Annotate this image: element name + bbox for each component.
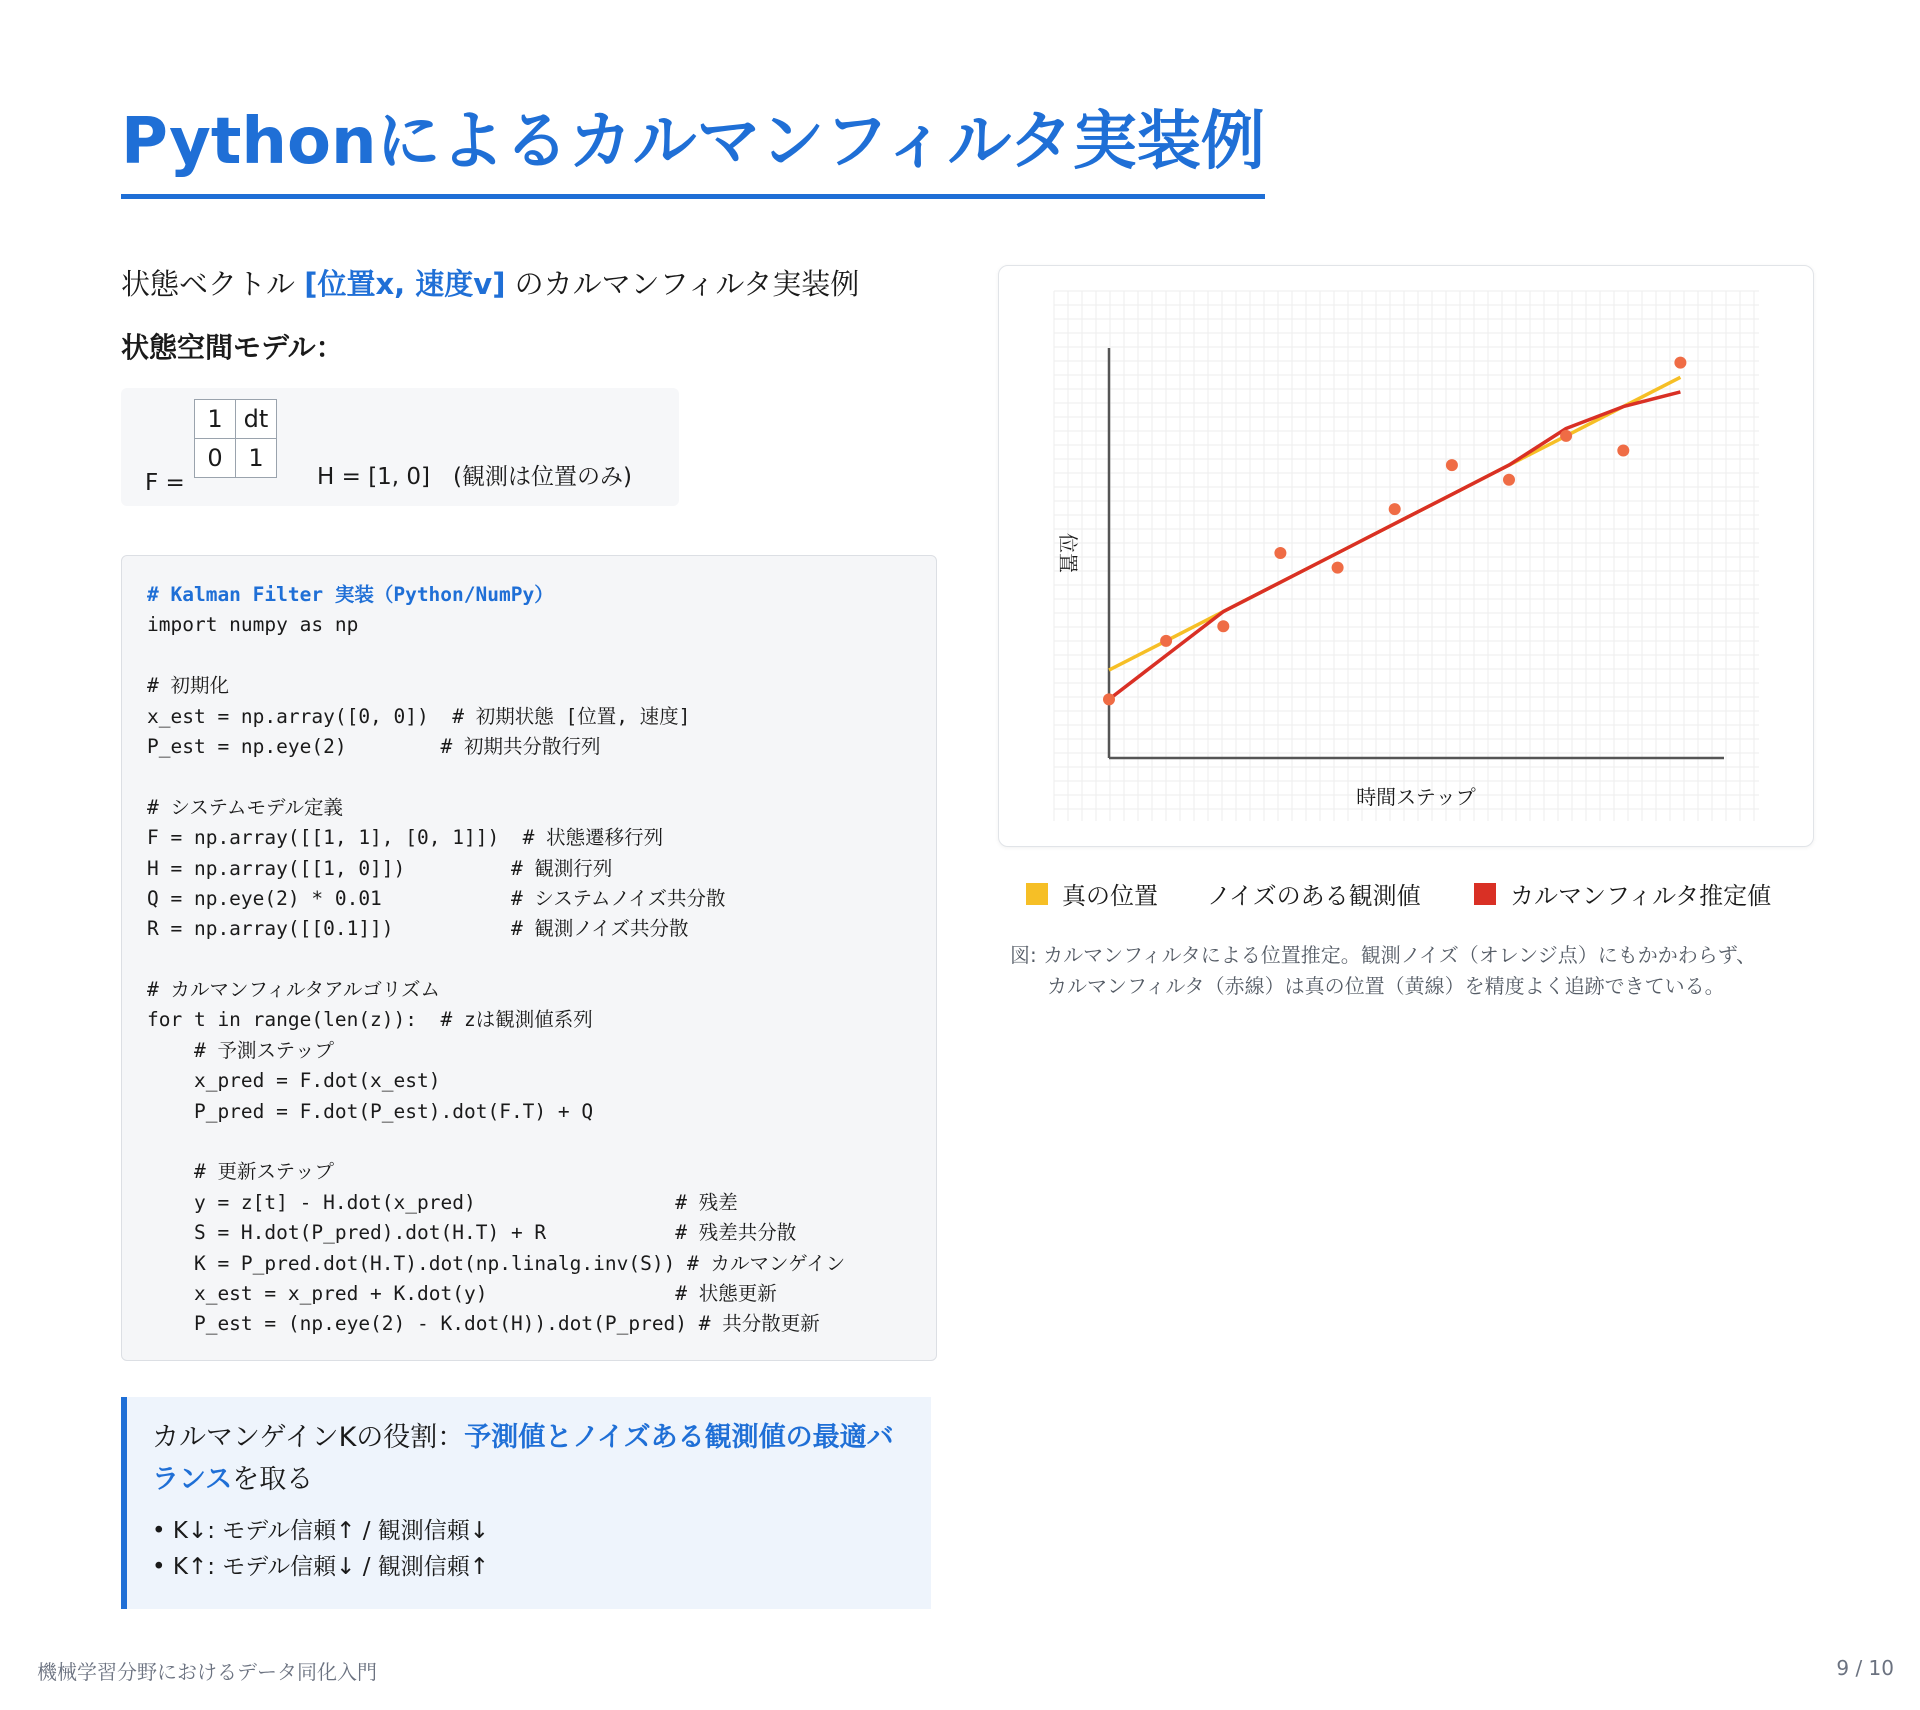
f-matrix	[194, 399, 277, 478]
intro-prefix: 状態ベクトル	[121, 267, 305, 301]
observation-point	[1217, 620, 1229, 632]
x-axis-label: 時間ステップ	[1356, 785, 1476, 809]
legend-label: 真の位置	[1062, 882, 1158, 910]
legend-swatch	[1474, 883, 1496, 905]
observation-point	[1389, 503, 1401, 515]
caption-line: カルマンフィルタ（赤線）は真の位置（黄線）を精度よく追跡できている。	[1047, 974, 1725, 998]
matrix-cell: 1	[195, 400, 236, 439]
code-line: Q = np.eye(2) * 0.01 # システムノイズ共分散	[147, 886, 726, 910]
caption-line: 図: カルマンフィルタによる位置推定。観測ノイズ（オレンジ点）にもかかわらず、	[1010, 943, 1757, 967]
code-line: P_est = (np.eye(2) - K.dot(H)).dot(P_pred) # 共分散更新	[147, 1312, 820, 1336]
code-line: # 予測ステップ	[147, 1038, 335, 1062]
legend-item	[1474, 876, 1771, 911]
intro-highlight: [位置x, 速度v]	[304, 267, 506, 301]
code-block	[121, 555, 937, 1361]
code-line: for t in range(len(z)): # zは観測値系列	[147, 1008, 593, 1032]
code-line	[147, 945, 936, 975]
code-line: x_pred = F.dot(x_est)	[147, 1069, 441, 1093]
gain-title-suffix: を取る	[232, 1464, 314, 1495]
code-line: H = np.array([[1, 0]]) # 観測行列	[147, 856, 613, 880]
code-line: x_est = x_pred + K.dot(y) # 状態更新	[147, 1281, 777, 1305]
observation-point	[1503, 474, 1515, 486]
page-number: 9 / 10	[1836, 1656, 1894, 1680]
observation-point	[1274, 547, 1286, 559]
code-line: P_est = np.eye(2) # 初期共分散行列	[147, 734, 601, 758]
h-matrix-label: H = [1, 0] (観測は位置のみ)	[317, 464, 632, 490]
matrix-cell: 0	[195, 439, 236, 478]
observation-point	[1446, 459, 1458, 471]
gain-list-item: • K↑: モデル信頼↓ / 観測信頼↑	[152, 1554, 490, 1580]
y-axis-label: 位置	[1056, 533, 1080, 573]
matrix-cell: dt	[236, 400, 277, 439]
code-line	[147, 641, 936, 671]
code-line: # 初期化	[147, 674, 229, 698]
legend-item	[1171, 876, 1421, 911]
code-line: import numpy as np	[147, 613, 359, 637]
chart-legend	[1026, 876, 1806, 920]
observation-point	[1160, 635, 1172, 647]
title-wrap	[121, 104, 1265, 199]
code-line: F = np.array([[1, 1], [0, 1]]) # 状態遷移行列	[147, 826, 664, 850]
state-space-model	[121, 388, 679, 506]
kalman-gain-box	[121, 1397, 931, 1609]
code-line: # 更新ステップ	[147, 1160, 335, 1184]
legend-swatch	[1026, 883, 1048, 905]
kalman-chart	[999, 266, 1813, 846]
figure-caption	[1010, 940, 1810, 1002]
f-matrix-label: F =	[145, 470, 185, 496]
matrix-cell: 1	[236, 439, 277, 478]
gain-list-item: • K↓: モデル信頼↑ / 観測信頼↓	[152, 1518, 490, 1544]
kalman-gain-title	[152, 1417, 907, 1501]
intro-text	[121, 262, 938, 306]
observation-point	[1560, 430, 1572, 442]
intro-suffix: のカルマンフィルタ実装例	[505, 267, 860, 301]
legend-item	[1026, 876, 1158, 911]
code-line: R = np.array([[0.1]]) # 観測ノイズ共分散	[147, 917, 689, 941]
gain-list	[152, 1513, 907, 1585]
chart-card	[998, 265, 1814, 847]
code-line: # Kalman Filter 実装（Python/NumPy）	[147, 583, 554, 606]
code-line	[147, 762, 936, 792]
gain-title-prefix: カルマンゲインKの役割：	[152, 1422, 465, 1453]
code-line: y = z[t] - H.dot(x_pred) # 残差	[147, 1190, 738, 1214]
state-space-heading: 状態空間モデル：	[121, 331, 344, 364]
observation-point	[1674, 357, 1686, 369]
page-title: Pythonによるカルマンフィルタ実装例	[121, 104, 1265, 199]
code-line: K = P_pred.dot(H.T).dot(np.linalg.inv(S)) # カルマンゲイン	[147, 1251, 846, 1275]
code-line: # システムモデル定義	[147, 795, 344, 819]
observation-point	[1617, 445, 1629, 457]
observation-point	[1332, 562, 1344, 574]
code-line: P_pred = F.dot(P_est).dot(F.T) + Q	[147, 1099, 594, 1123]
series-line-2	[1109, 392, 1680, 700]
code-line	[147, 1127, 936, 1157]
legend-label: カルマンフィルタ推定値	[1510, 882, 1772, 910]
left-column	[121, 262, 938, 1609]
gain-title-highlight: 予測値とノイズある観測値の最適バランス	[152, 1422, 894, 1495]
code-line: S = H.dot(P_pred).dot(H.T) + R # 残差共分散	[147, 1221, 797, 1245]
footer-title: 機械学習分野におけるデータ同化入門	[37, 1660, 377, 1684]
code-line: x_est = np.array([0, 0]) # 初期状態 [位置, 速度]	[147, 704, 691, 728]
legend-label: ノイズのある観測値	[1207, 882, 1421, 910]
observation-point	[1103, 693, 1115, 705]
code-line: # カルマンフィルタアルゴリズム	[147, 978, 440, 1002]
